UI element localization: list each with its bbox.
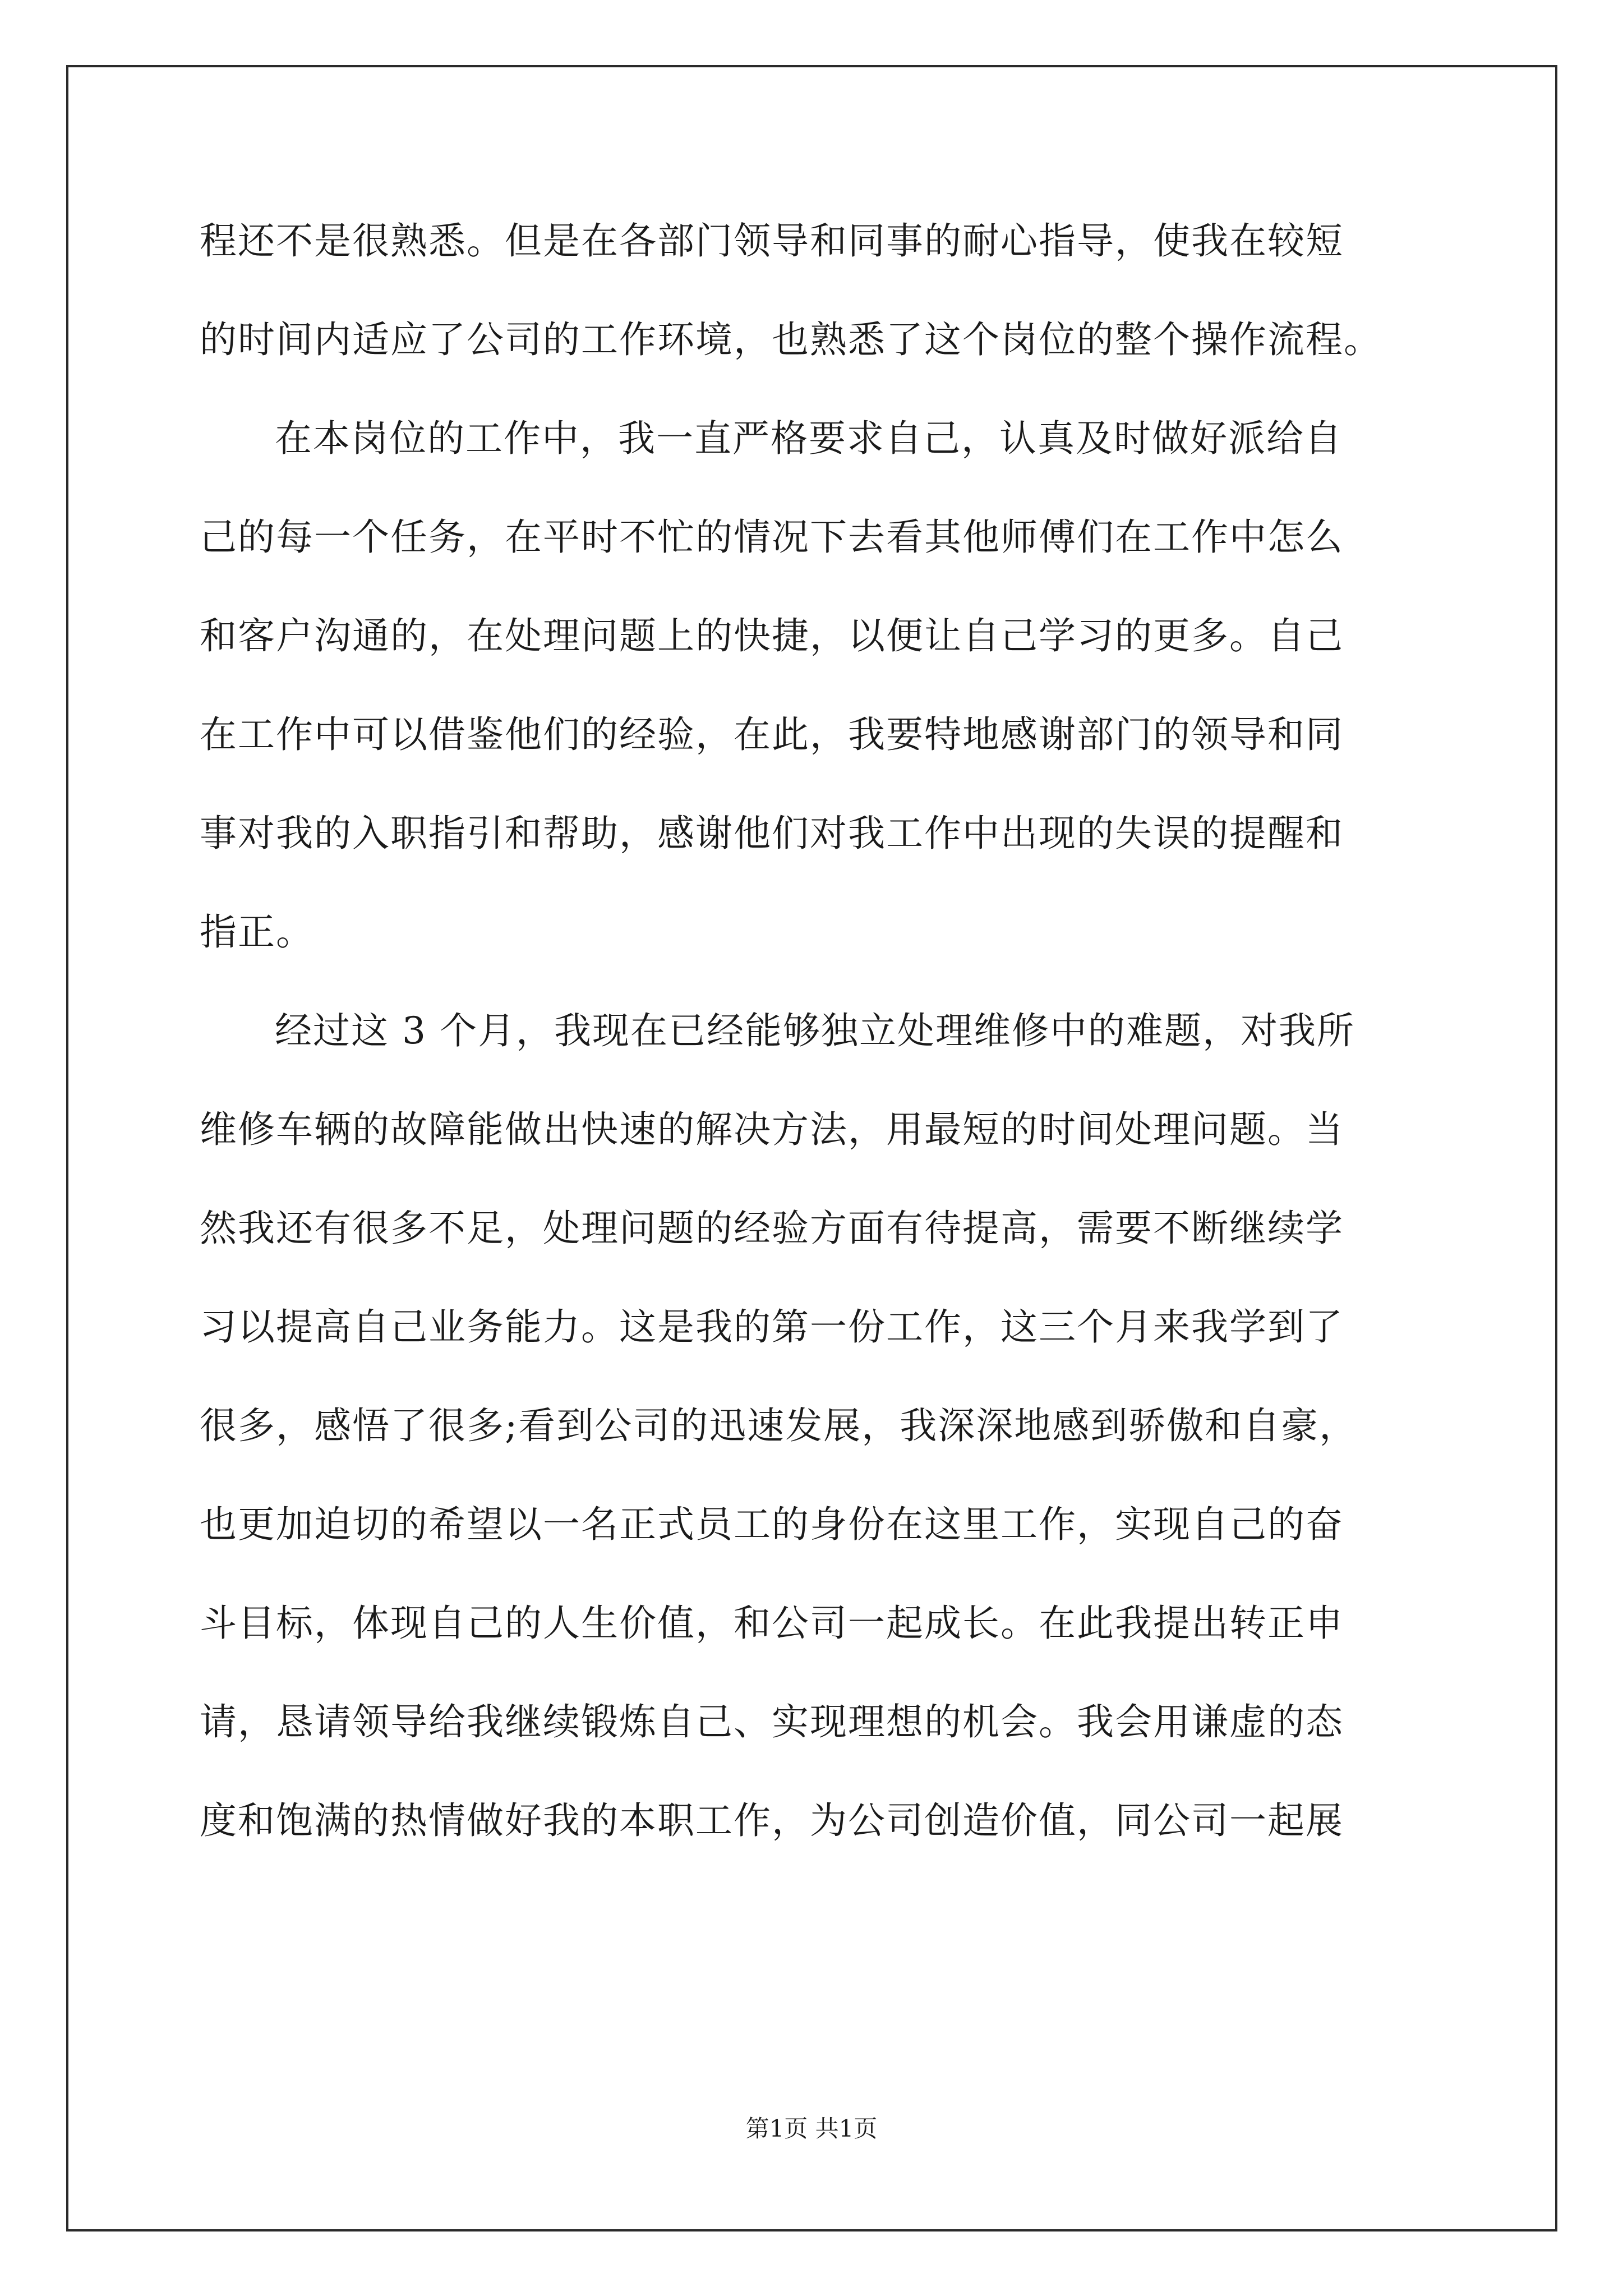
text-line: 己的每一个任务，在平时不忙的情况下去看其他师傅们在工作中怎么 xyxy=(200,516,1344,559)
text-line: 事对我的入职指引和帮助，感谢他们对我工作中出现的失误的提醒和 xyxy=(200,812,1344,855)
text-line: 斗目标，体现自己的人生价值，和公司一起成长。在此我提出转正申 xyxy=(200,1602,1344,1645)
text-line: 然我还有很多不足，处理问题的经验方面有待提高，需要不断继续学 xyxy=(200,1207,1344,1250)
text-line: 维修车辆的故障能做出快速的解决方法，用最短的时间处理问题。当 xyxy=(200,1108,1344,1151)
paragraph-first-line: 经过这 3 个月，我现在已经能够独立处理维修中的难题，对我所 xyxy=(275,1009,1355,1052)
paragraph-first-line: 在本岗位的工作中，我一直严格要求自己，认真及时做好派给自 xyxy=(275,417,1343,460)
page-footer: 第1页 共1页 xyxy=(745,2115,878,2142)
text-line: 也更加迫切的希望以一名正式员工的身份在这里工作，实现自己的奋 xyxy=(200,1503,1344,1546)
text-line: 的时间内适应了公司的工作环境，也熟悉了这个岗位的整个操作流程。 xyxy=(200,318,1382,361)
text-line: 在工作中可以借鉴他们的经验，在此，我要特地感谢部门的领导和同 xyxy=(200,713,1344,756)
text-line: 程还不是很熟悉。但是在各部门领导和同事的耐心指导，使我在较短 xyxy=(200,219,1344,263)
text-line: 指正。 xyxy=(200,910,314,954)
text-line: 很多，感悟了很多;看到公司的迅速发展，我深深地感到骄傲和自豪， xyxy=(200,1404,1358,1447)
text-line: 习以提高自己业务能力。这是我的第一份工作，这三个月来我学到了 xyxy=(200,1305,1344,1349)
text-line: 请，恳请领导给我继续锻炼自己、实现理想的机会。我会用谦虚的态 xyxy=(200,1700,1344,1743)
text-line: 和客户沟通的，在处理问题上的快捷，以便让自己学习的更多。自己 xyxy=(200,614,1344,657)
document-body xyxy=(200,0,1461,2296)
text-line: 度和饱满的热情做好我的本职工作，为公司创造价值，同公司一起展 xyxy=(200,1799,1344,1842)
